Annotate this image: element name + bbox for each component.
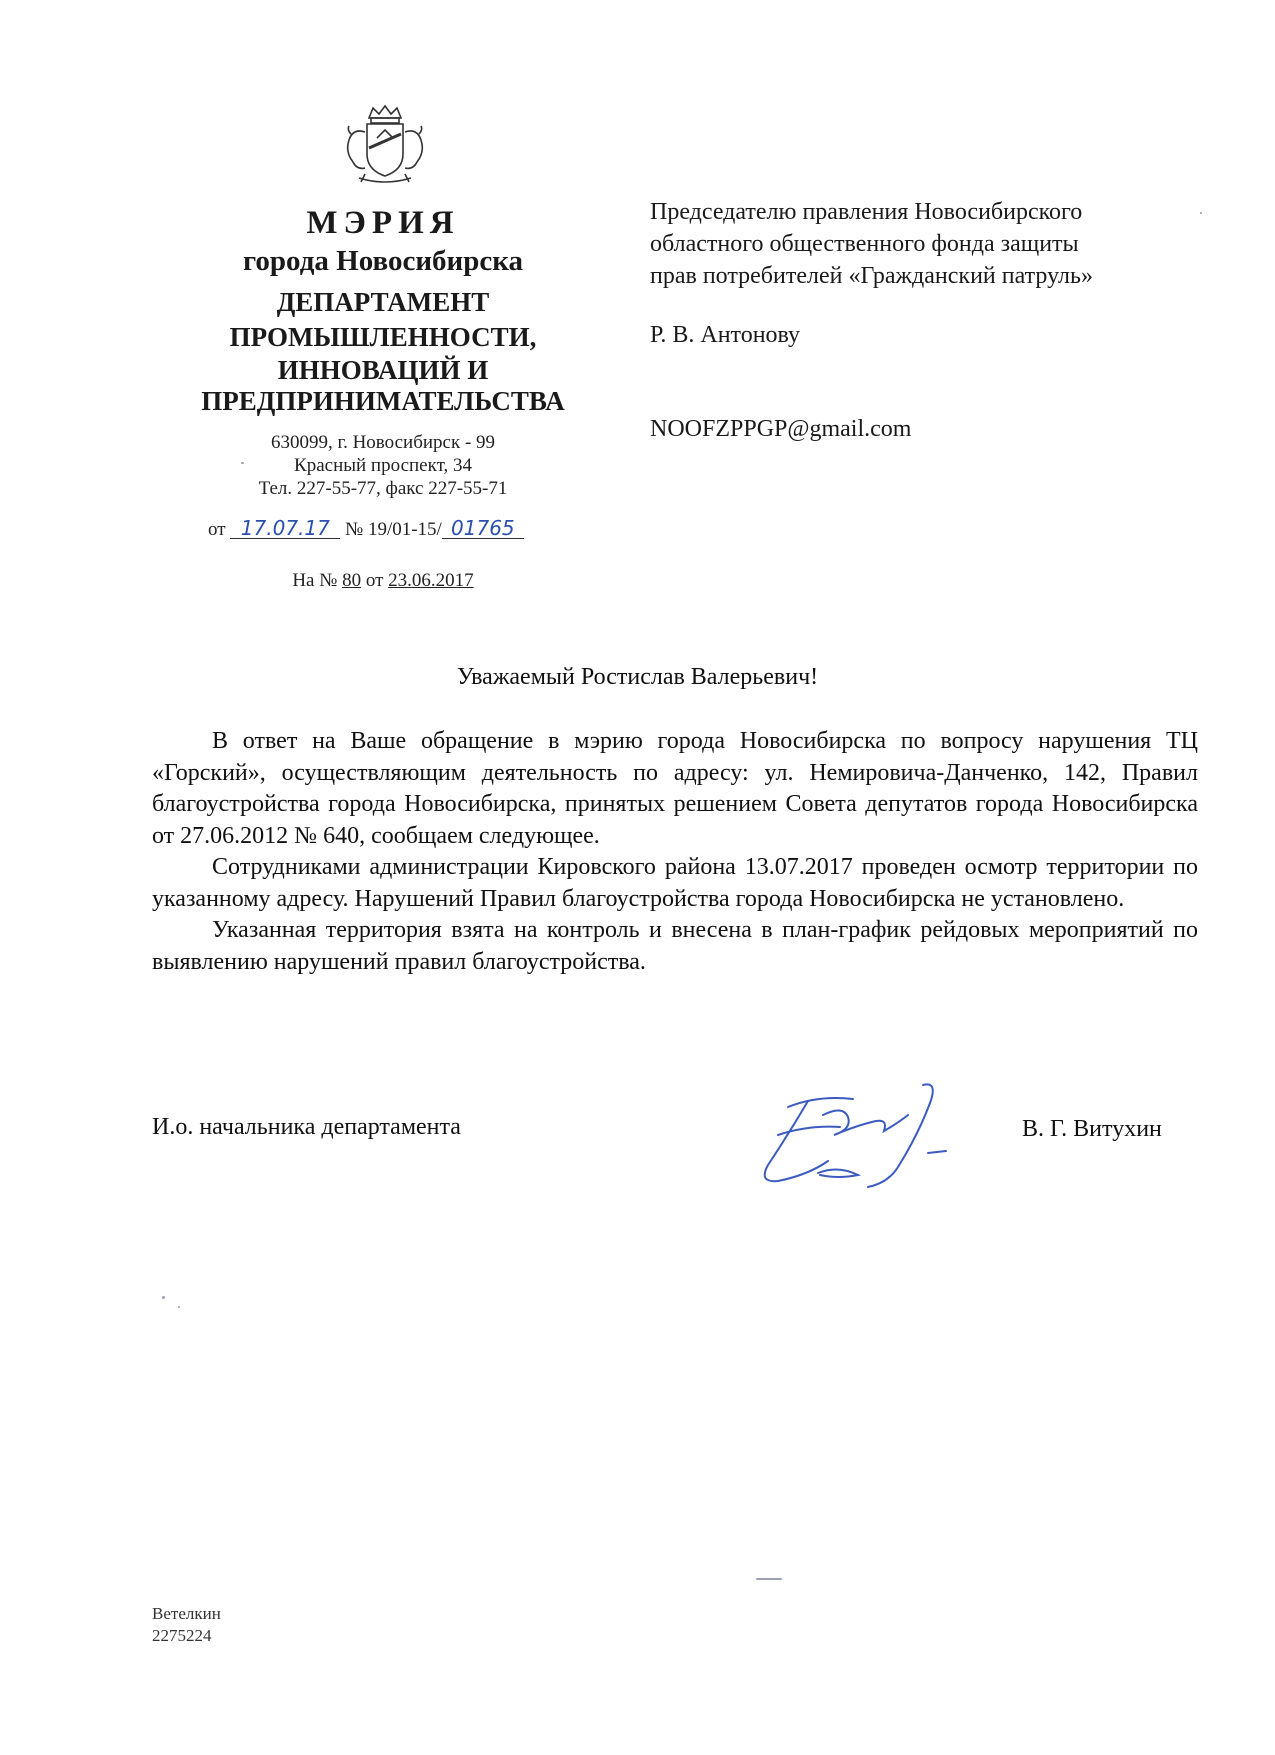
addressee-name: Р. В. Антонову (650, 322, 801, 348)
handwritten-signature (748, 1075, 963, 1195)
body-paragraph: Указанная территория взята на контроль и внесена в план-график рейдовых мероприятий по выявлению нарушений правил благоустройства. (152, 917, 1198, 975)
addressee-line: прав потребителей «Гражданский патруль» (650, 263, 1093, 289)
scan-speck (178, 1306, 180, 1308)
reply-prefix: На № (292, 570, 338, 591)
signatory-role: И.о. начальника департамента (152, 1114, 461, 1140)
scan-speck (756, 1578, 782, 1580)
address-line: Тел. 227-55-77, факс 227-55-71 (258, 478, 508, 499)
addressee-email: NOOFZPPGP@gmail.com (650, 416, 912, 442)
reg-prefix: от (208, 519, 226, 540)
signatory-name: В. Г. Витухин (1022, 1116, 1162, 1142)
scan-speck (1200, 212, 1202, 214)
department-line: ПРОМЫШЛЕННОСТИ, (229, 322, 537, 352)
body-paragraph: Сотрудниками администрации Кировского района 13.07.2017 проведен осмотр территории по указанному адресу. Нарушений Правил благоустройства города Новосибирска не установлено. (152, 854, 1198, 912)
reg-date-handwritten: 17.07.17 (230, 518, 340, 539)
salutation: Уважаемый Ростислав Валерьевич! (456, 664, 819, 690)
department-line: ИННОВАЦИЙ И (277, 355, 489, 385)
reply-date: 23.06.2017 (388, 570, 474, 591)
scan-speck (241, 462, 244, 464)
outgoing-registration-line (208, 518, 524, 541)
body-paragraph: В ответ на Ваше обращение в мэрию города Новосибирска по вопросу нарушения ТЦ «Горский», осуществляющим деятельность по адресу: ул. Немировича-Данченко, 142, Правил благоустройства города Новосибирска, принятых решением Совета депутатов города Новосибирска от 27.06.2012 № 640, сообщаем следующее. (152, 728, 1198, 849)
addressee-line: Председателю правления Новосибирского (650, 199, 1083, 225)
address-line: Красный проспект, 34 (294, 455, 472, 476)
department-line: ДЕПАРТАМЕНТ (276, 287, 490, 317)
novosibirsk-coat-of-arms-icon (335, 104, 435, 188)
department-line: ПРЕДПРИНИМАТЕЛЬСТВА (201, 386, 565, 416)
reg-number-handwritten: 01765 (442, 518, 524, 539)
executor-phone: 2275224 (152, 1626, 212, 1645)
addressee-line: областного общественного фонда защиты (650, 231, 1079, 257)
reply-number: 80 (342, 570, 362, 591)
reply-mid: от (365, 570, 384, 591)
scan-speck (162, 1296, 165, 1299)
reg-number-label: № 19/01-15/ (345, 519, 442, 540)
mayor-title: МЭРИЯ (306, 205, 460, 241)
executor-name: Ветелкин (152, 1604, 221, 1623)
letter-body (152, 726, 1198, 978)
city-title: города Новосибирска (242, 245, 524, 277)
address-line: 630099, г. Новосибирск - 99 (270, 432, 496, 453)
reply-reference-line (150, 570, 616, 592)
